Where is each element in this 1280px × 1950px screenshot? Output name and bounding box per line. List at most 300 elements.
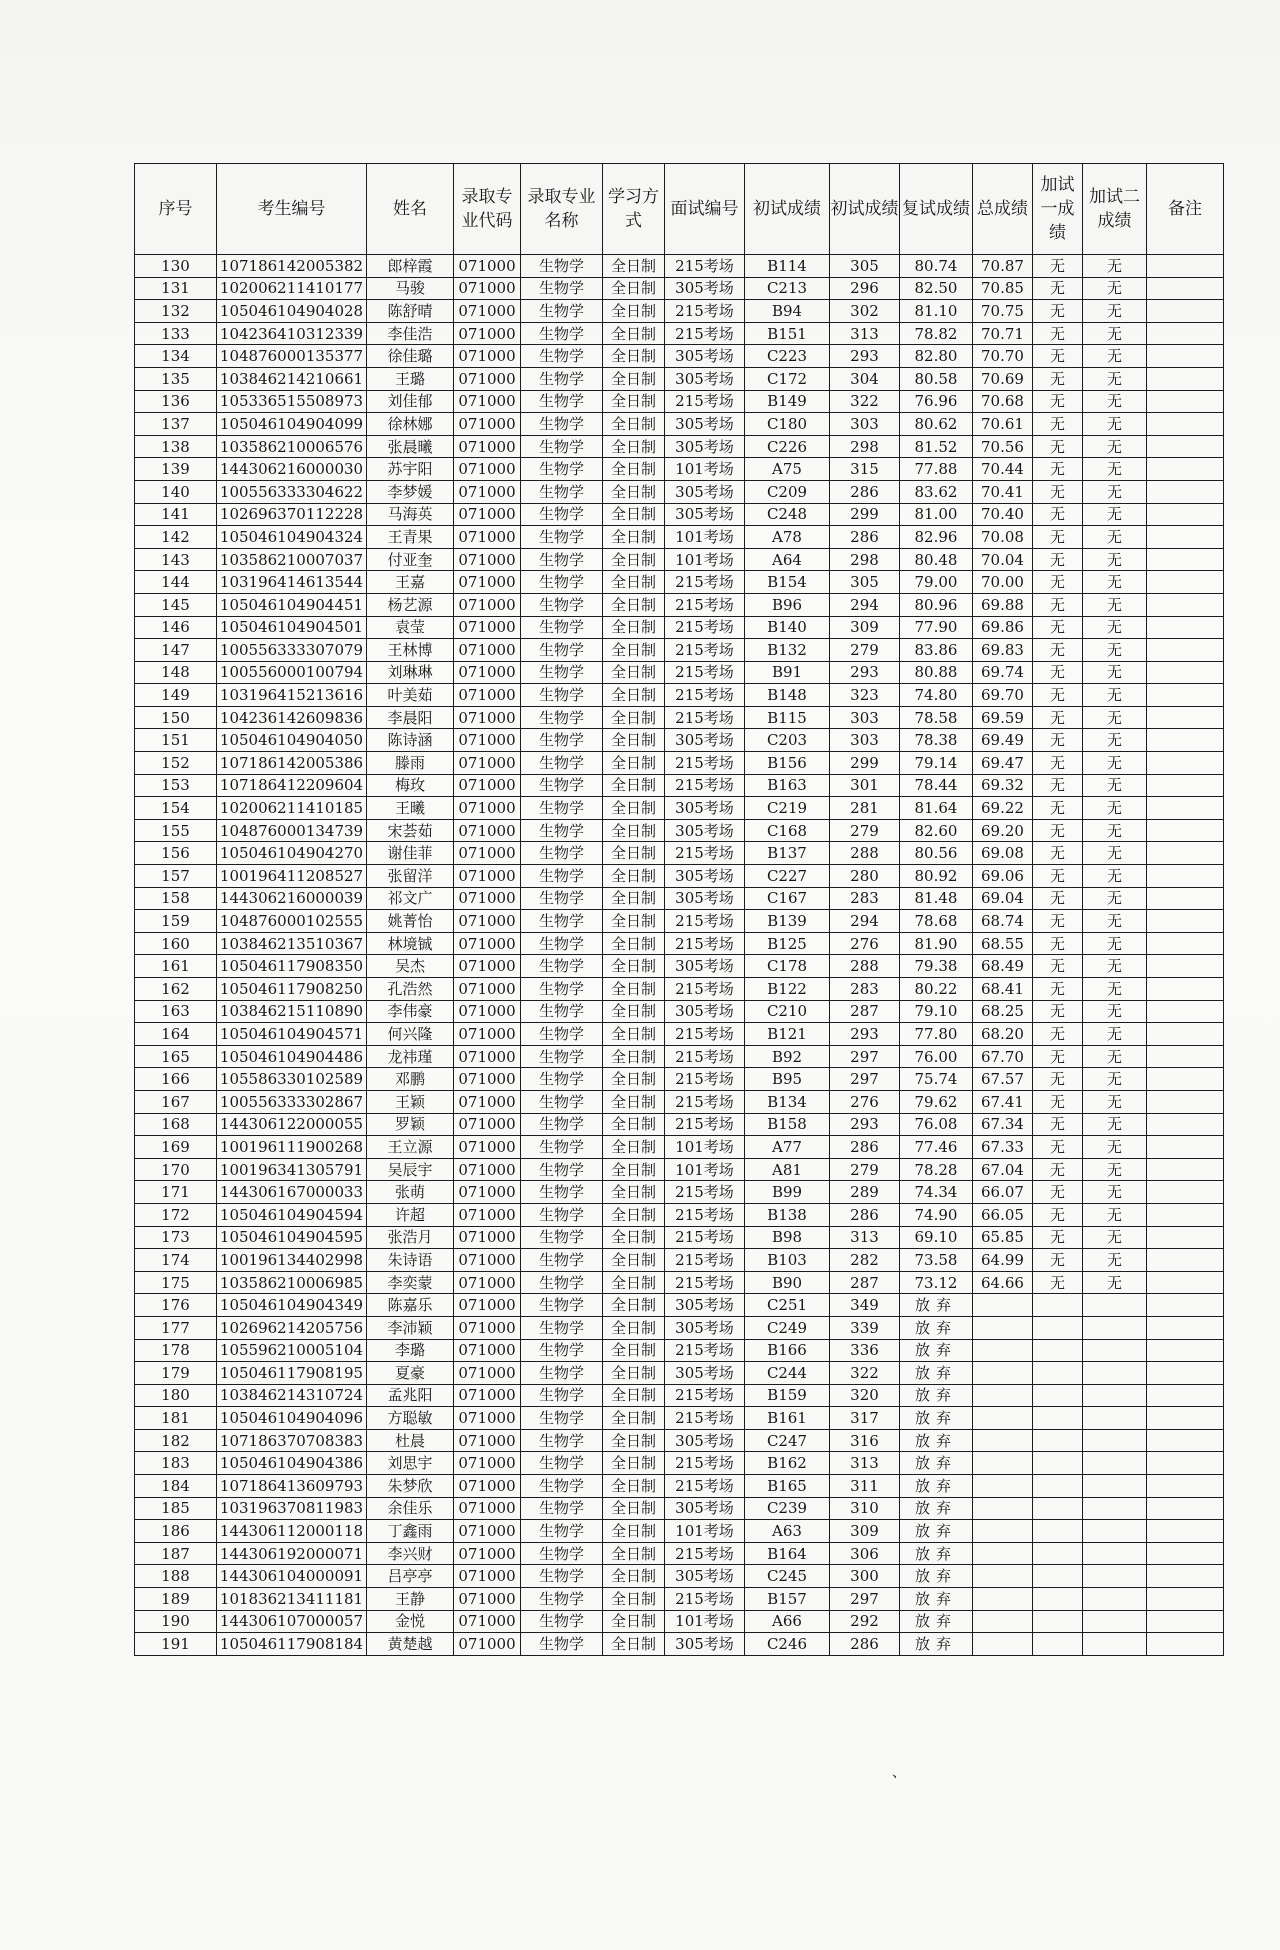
table-row <box>135 1113 1224 1136</box>
table-cell: 101考场 <box>665 1610 745 1633</box>
table-cell: 全日制 <box>603 1633 665 1656</box>
table-cell: 无 <box>1083 435 1147 458</box>
table-cell: 64.99 <box>973 1249 1033 1272</box>
table-cell: 215考场 <box>665 1452 745 1475</box>
table-cell: 101836213411181 <box>217 1588 367 1611</box>
table-cell: 68.49 <box>973 955 1033 978</box>
table-cell: C223 <box>745 345 830 368</box>
table-cell: 生物学 <box>521 1542 603 1565</box>
table-cell: 生物学 <box>521 1475 603 1498</box>
table-cell: 无 <box>1033 1090 1083 1113</box>
table-cell: C172 <box>745 367 830 390</box>
table-cell: 朱梦欣 <box>367 1475 454 1498</box>
table-cell: 69.88 <box>973 593 1033 616</box>
table-cell: 132 <box>135 300 217 323</box>
table-cell <box>1147 593 1224 616</box>
table-cell: 69.86 <box>973 616 1033 639</box>
table-row <box>135 548 1224 571</box>
table-cell: 167 <box>135 1090 217 1113</box>
table-cell: 无 <box>1033 1181 1083 1204</box>
table-row <box>135 1294 1224 1317</box>
table-cell: 李晨阳 <box>367 706 454 729</box>
table-cell: 133 <box>135 322 217 345</box>
table-cell: 071000 <box>454 571 521 594</box>
table-cell: C245 <box>745 1565 830 1588</box>
empty-cell <box>973 1429 1033 1452</box>
table-cell: 101考场 <box>665 526 745 549</box>
table-cell: 302 <box>830 300 900 323</box>
table-cell: 无 <box>1033 255 1083 278</box>
table-row <box>135 1136 1224 1159</box>
table-cell: 生物学 <box>521 639 603 662</box>
abandon-status: 放弃 <box>900 1429 973 1452</box>
table-cell: 无 <box>1033 571 1083 594</box>
table-cell <box>1147 1068 1224 1091</box>
table-cell: 286 <box>830 480 900 503</box>
table-cell: 150 <box>135 706 217 729</box>
table-cell <box>1147 503 1224 526</box>
col-header: 姓名 <box>367 164 454 255</box>
table-cell: 生物学 <box>521 322 603 345</box>
table-cell: 83.62 <box>900 480 973 503</box>
col-header: 初试成绩 <box>745 164 830 255</box>
table-cell: 全日制 <box>603 300 665 323</box>
table-row <box>135 1023 1224 1046</box>
table-cell: 全日制 <box>603 1294 665 1317</box>
table-cell: 78.68 <box>900 910 973 933</box>
table-cell: 全日制 <box>603 1113 665 1136</box>
table-cell: 82.80 <box>900 345 973 368</box>
table-cell: 无 <box>1083 932 1147 955</box>
table-cell: B161 <box>745 1407 830 1430</box>
table-cell: 生物学 <box>521 571 603 594</box>
table-cell: 70.41 <box>973 480 1033 503</box>
table-cell: C227 <box>745 865 830 888</box>
table-cell: 105046104904349 <box>217 1294 367 1317</box>
table-cell: 071000 <box>454 1339 521 1362</box>
table-row <box>135 1520 1224 1543</box>
table-cell: 294 <box>830 593 900 616</box>
table-cell: 215考场 <box>665 752 745 775</box>
table-row <box>135 639 1224 662</box>
table-cell: 生物学 <box>521 1588 603 1611</box>
table-cell: 071000 <box>454 1136 521 1159</box>
table-cell: 215考场 <box>665 300 745 323</box>
col-header: 录取专业代码 <box>454 164 521 255</box>
table-cell: 生物学 <box>521 1045 603 1068</box>
table-cell: B99 <box>745 1181 830 1204</box>
empty-cell <box>1033 1542 1083 1565</box>
table-cell <box>1147 1249 1224 1272</box>
table-cell: 69.49 <box>973 729 1033 752</box>
table-cell: 64.66 <box>973 1271 1033 1294</box>
table-cell: 生物学 <box>521 910 603 933</box>
table-cell: 无 <box>1033 1203 1083 1226</box>
table-cell: 无 <box>1083 1158 1147 1181</box>
table-cell: 101考场 <box>665 1136 745 1159</box>
table-cell: 79.10 <box>900 1000 973 1023</box>
table-cell: 王颖 <box>367 1090 454 1113</box>
table-cell <box>1147 842 1224 865</box>
col-header: 加试二成绩 <box>1083 164 1147 255</box>
table-row <box>135 1497 1224 1520</box>
table-cell: 袁莹 <box>367 616 454 639</box>
table-cell: B139 <box>745 910 830 933</box>
table-cell: 朱诗语 <box>367 1249 454 1272</box>
table-cell: 全日制 <box>603 684 665 707</box>
abandon-status: 放弃 <box>900 1610 973 1633</box>
table-cell: B121 <box>745 1023 830 1046</box>
table-cell: 181 <box>135 1407 217 1430</box>
table-cell: 215考场 <box>665 1475 745 1498</box>
table-cell: 76.96 <box>900 390 973 413</box>
table-cell: 157 <box>135 865 217 888</box>
table-cell: 071000 <box>454 729 521 752</box>
table-cell: B159 <box>745 1384 830 1407</box>
table-cell: 79.00 <box>900 571 973 594</box>
table-cell <box>1147 819 1224 842</box>
table-cell: 无 <box>1083 300 1147 323</box>
table-cell: 陈诗涵 <box>367 729 454 752</box>
table-cell: B154 <box>745 571 830 594</box>
table-cell: 100556333304622 <box>217 480 367 503</box>
table-cell: 李佳浩 <box>367 322 454 345</box>
table-cell: 李梦媛 <box>367 480 454 503</box>
empty-cell <box>1147 1565 1224 1588</box>
table-row <box>135 1000 1224 1023</box>
table-row <box>135 774 1224 797</box>
table-cell: 071000 <box>454 413 521 436</box>
table-cell: 79.38 <box>900 955 973 978</box>
table-cell <box>1147 1271 1224 1294</box>
table-cell: 134 <box>135 345 217 368</box>
table-cell: 215考场 <box>665 910 745 933</box>
table-cell: 309 <box>830 616 900 639</box>
table-cell <box>1147 706 1224 729</box>
table-cell: 李伟豪 <box>367 1000 454 1023</box>
table-row <box>135 797 1224 820</box>
table-cell: C167 <box>745 887 830 910</box>
table-cell: 82.96 <box>900 526 973 549</box>
table-cell: 304 <box>830 367 900 390</box>
table-cell: 69.74 <box>973 661 1033 684</box>
table-cell: 全日制 <box>603 1429 665 1452</box>
table-cell: 生物学 <box>521 1090 603 1113</box>
table-cell: 张浩月 <box>367 1226 454 1249</box>
table-cell: 071000 <box>454 752 521 775</box>
table-cell: 107186413609793 <box>217 1475 367 1498</box>
table-cell: 105046104904270 <box>217 842 367 865</box>
table-row <box>135 503 1224 526</box>
table-cell: 288 <box>830 955 900 978</box>
table-cell: 生物学 <box>521 932 603 955</box>
table-cell: 317 <box>830 1407 900 1430</box>
table-cell: 138 <box>135 435 217 458</box>
table-cell <box>1147 322 1224 345</box>
table-cell: 315 <box>830 458 900 481</box>
table-cell: 生物学 <box>521 1407 603 1430</box>
table-cell: 78.58 <box>900 706 973 729</box>
table-cell: 吕亭亭 <box>367 1565 454 1588</box>
table-cell: 339 <box>830 1316 900 1339</box>
table-cell: 107186142005386 <box>217 752 367 775</box>
table-cell: 无 <box>1083 277 1147 300</box>
table-cell: 生物学 <box>521 435 603 458</box>
table-cell: 王林博 <box>367 639 454 662</box>
table-cell: 全日制 <box>603 1362 665 1385</box>
table-cell: 215考场 <box>665 1181 745 1204</box>
table-cell: 77.90 <box>900 616 973 639</box>
table-cell: 67.34 <box>973 1113 1033 1136</box>
table-cell: 何兴隆 <box>367 1023 454 1046</box>
table-cell: 无 <box>1083 458 1147 481</box>
abandon-status: 放弃 <box>900 1497 973 1520</box>
table-cell: 无 <box>1033 910 1083 933</box>
table-cell: 无 <box>1033 526 1083 549</box>
table-cell: 144306216000030 <box>217 458 367 481</box>
table-cell: 186 <box>135 1520 217 1543</box>
table-cell: 215考场 <box>665 1588 745 1611</box>
table-cell <box>1147 729 1224 752</box>
table-cell: 生物学 <box>521 1113 603 1136</box>
table-cell: 147 <box>135 639 217 662</box>
table-cell: 无 <box>1033 458 1083 481</box>
table-cell: 151 <box>135 729 217 752</box>
empty-cell <box>973 1475 1033 1498</box>
table-cell: 313 <box>830 1226 900 1249</box>
table-cell: 马骏 <box>367 277 454 300</box>
table-cell: 336 <box>830 1339 900 1362</box>
table-row <box>135 345 1224 368</box>
table-cell: 071000 <box>454 1000 521 1023</box>
table-cell: 81.64 <box>900 797 973 820</box>
table-cell: 215考场 <box>665 1249 745 1272</box>
table-cell: 104236142609836 <box>217 706 367 729</box>
table-cell: A81 <box>745 1158 830 1181</box>
table-cell: 无 <box>1033 1000 1083 1023</box>
table-cell: 生物学 <box>521 503 603 526</box>
table-cell: 67.70 <box>973 1045 1033 1068</box>
table-cell: 169 <box>135 1136 217 1159</box>
table-cell: 105046117908184 <box>217 1633 367 1656</box>
table-cell: 全日制 <box>603 797 665 820</box>
table-cell: 69.59 <box>973 706 1033 729</box>
empty-cell <box>973 1362 1033 1385</box>
table-cell: 071000 <box>454 1045 521 1068</box>
table-cell: 吴杰 <box>367 955 454 978</box>
table-cell: 303 <box>830 729 900 752</box>
table-cell: 102696214205756 <box>217 1316 367 1339</box>
table-cell: 无 <box>1083 639 1147 662</box>
table-cell: 74.80 <box>900 684 973 707</box>
table-cell: 李奕蒙 <box>367 1271 454 1294</box>
table-cell: 071000 <box>454 277 521 300</box>
table-row <box>135 367 1224 390</box>
table-cell: 323 <box>830 684 900 707</box>
table-cell: B132 <box>745 639 830 662</box>
table-cell: 071000 <box>454 435 521 458</box>
table-cell <box>1147 684 1224 707</box>
table-cell: 66.07 <box>973 1181 1033 1204</box>
table-cell: 105046104904501 <box>217 616 367 639</box>
table-cell: 杨艺源 <box>367 593 454 616</box>
empty-cell <box>973 1633 1033 1656</box>
col-header: 备注 <box>1147 164 1224 255</box>
empty-cell <box>973 1407 1033 1430</box>
table-cell: 163 <box>135 1000 217 1023</box>
table-cell: 182 <box>135 1429 217 1452</box>
table-cell: 王嘉 <box>367 571 454 594</box>
table-cell: 余佳乐 <box>367 1497 454 1520</box>
table-cell: B157 <box>745 1588 830 1611</box>
table-cell: 144 <box>135 571 217 594</box>
table-cell: 071000 <box>454 616 521 639</box>
table-cell: 071000 <box>454 1452 521 1475</box>
empty-cell <box>1033 1316 1083 1339</box>
table-row <box>135 932 1224 955</box>
empty-cell <box>973 1565 1033 1588</box>
table-cell: 162 <box>135 978 217 1001</box>
table-cell <box>1147 1181 1224 1204</box>
table-cell: 无 <box>1083 955 1147 978</box>
table-row <box>135 322 1224 345</box>
table-cell: 罗颖 <box>367 1113 454 1136</box>
table-cell: 无 <box>1033 616 1083 639</box>
table-cell: 全日制 <box>603 1000 665 1023</box>
table-cell: 陈嘉乐 <box>367 1294 454 1317</box>
table-cell: 071000 <box>454 367 521 390</box>
table-cell: 142 <box>135 526 217 549</box>
table-cell: 215考场 <box>665 842 745 865</box>
table-cell: 071000 <box>454 1294 521 1317</box>
table-cell: A63 <box>745 1520 830 1543</box>
table-cell: 68.41 <box>973 978 1033 1001</box>
table-cell: 131 <box>135 277 217 300</box>
table-cell: 全日制 <box>603 571 665 594</box>
table-cell <box>1147 865 1224 888</box>
table-cell: 071000 <box>454 526 521 549</box>
table-row <box>135 1588 1224 1611</box>
table-cell: 104876000102555 <box>217 910 367 933</box>
table-cell: 梅玫 <box>367 774 454 797</box>
table-cell: 无 <box>1033 435 1083 458</box>
table-cell: 全日制 <box>603 503 665 526</box>
table-cell: 无 <box>1033 661 1083 684</box>
col-header: 序号 <box>135 164 217 255</box>
table-cell: 生物学 <box>521 752 603 775</box>
table-cell: 105046117908250 <box>217 978 367 1001</box>
table-cell: 全日制 <box>603 1136 665 1159</box>
table-cell: C210 <box>745 1000 830 1023</box>
table-cell: 69.10 <box>900 1226 973 1249</box>
table-cell: 152 <box>135 752 217 775</box>
table-row <box>135 752 1224 775</box>
table-cell: B94 <box>745 300 830 323</box>
empty-cell <box>1147 1610 1224 1633</box>
table-cell: 生物学 <box>521 548 603 571</box>
empty-cell <box>973 1452 1033 1475</box>
table-cell: 生物学 <box>521 390 603 413</box>
table-cell: 方聪敏 <box>367 1407 454 1430</box>
table-cell: 189 <box>135 1588 217 1611</box>
table-cell: 071000 <box>454 300 521 323</box>
table-cell: 286 <box>830 526 900 549</box>
empty-cell <box>1147 1633 1224 1656</box>
table-cell: 071000 <box>454 1565 521 1588</box>
table-cell: 无 <box>1083 503 1147 526</box>
table-cell: 生物学 <box>521 819 603 842</box>
table-cell <box>1147 367 1224 390</box>
table-row <box>135 1384 1224 1407</box>
table-cell: 159 <box>135 910 217 933</box>
table-cell: 071000 <box>454 639 521 662</box>
table-cell: 102006211410185 <box>217 797 367 820</box>
table-cell: 071000 <box>454 1429 521 1452</box>
table-cell: 81.10 <box>900 300 973 323</box>
table-cell: 071000 <box>454 910 521 933</box>
table-cell: 70.85 <box>973 277 1033 300</box>
table-cell <box>1147 797 1224 820</box>
table-cell: 70.61 <box>973 413 1033 436</box>
table-cell: 184 <box>135 1475 217 1498</box>
table-cell: B151 <box>745 322 830 345</box>
table-cell: 张留洋 <box>367 865 454 888</box>
table-cell: 071000 <box>454 322 521 345</box>
table-cell: 70.40 <box>973 503 1033 526</box>
table-cell: 生物学 <box>521 797 603 820</box>
table-cell: 无 <box>1083 548 1147 571</box>
table-cell: 全日制 <box>603 1339 665 1362</box>
table-cell: 67.41 <box>973 1090 1033 1113</box>
table-cell: 103586210006576 <box>217 435 367 458</box>
table-cell: B149 <box>745 390 830 413</box>
table-cell: 215考场 <box>665 774 745 797</box>
table-cell: 全日制 <box>603 593 665 616</box>
table-cell: B137 <box>745 842 830 865</box>
empty-cell <box>973 1542 1033 1565</box>
empty-cell <box>1083 1339 1147 1362</box>
empty-cell <box>1147 1588 1224 1611</box>
table-cell: 生物学 <box>521 1429 603 1452</box>
table-cell: 生物学 <box>521 616 603 639</box>
empty-cell <box>1033 1588 1083 1611</box>
table-cell: 68.25 <box>973 1000 1033 1023</box>
table-cell: 305考场 <box>665 413 745 436</box>
table-cell: 生物学 <box>521 978 603 1001</box>
table-cell: 生物学 <box>521 345 603 368</box>
col-header: 总成绩 <box>973 164 1033 255</box>
empty-cell <box>1147 1384 1224 1407</box>
table-cell: 071000 <box>454 1384 521 1407</box>
table-cell: 316 <box>830 1429 900 1452</box>
table-cell: 215考场 <box>665 390 745 413</box>
table-cell: 王立源 <box>367 1136 454 1159</box>
table-cell: 83.86 <box>900 639 973 662</box>
table-cell: 171 <box>135 1181 217 1204</box>
table-row <box>135 390 1224 413</box>
table-cell: 许超 <box>367 1203 454 1226</box>
table-row <box>135 865 1224 888</box>
table-cell: 无 <box>1083 1090 1147 1113</box>
table-cell: 全日制 <box>603 1497 665 1520</box>
table-cell: 全日制 <box>603 1090 665 1113</box>
table-cell: 无 <box>1083 616 1147 639</box>
table-cell: 全日制 <box>603 1249 665 1272</box>
table-cell: 全日制 <box>603 706 665 729</box>
table-cell: 293 <box>830 1113 900 1136</box>
table-cell: 215考场 <box>665 1226 745 1249</box>
table-cell: 全日制 <box>603 435 665 458</box>
